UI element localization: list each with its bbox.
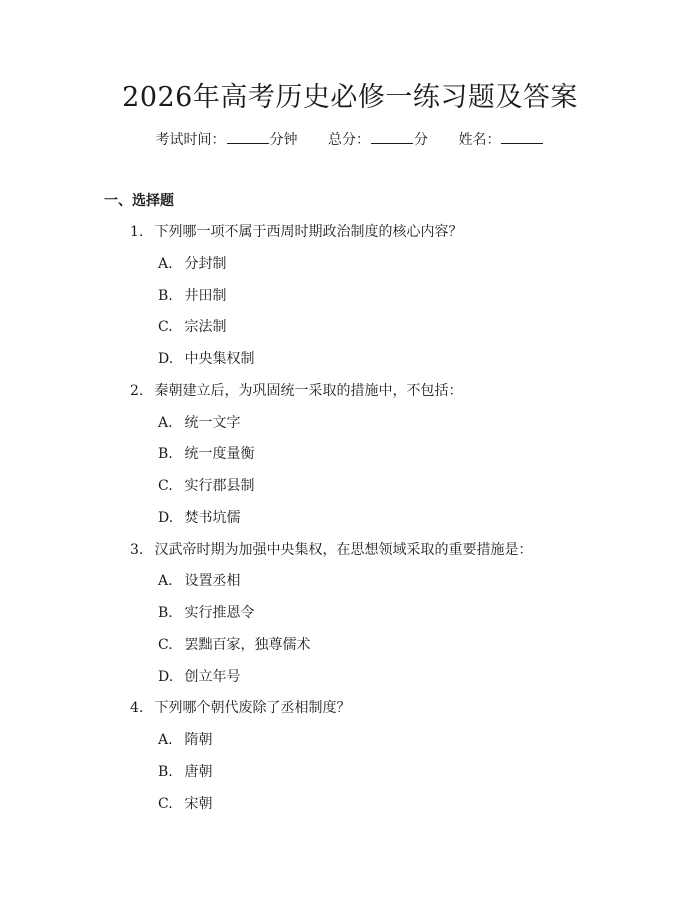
question-1-option	[130, 317, 650, 349]
option-letter: D.	[158, 509, 174, 526]
total-score-unit: 分	[414, 132, 428, 148]
question-number: 1.	[130, 224, 144, 240]
question-3-option	[130, 571, 650, 603]
option-text: 统一文字	[184, 414, 241, 431]
question-4	[130, 698, 650, 730]
question-1-option	[130, 254, 650, 286]
page-title: 2026年高考历史必修一练习题及答案	[122, 82, 578, 113]
option-text: 实行推恩令	[184, 605, 255, 621]
question-4-option	[130, 762, 650, 794]
name-blank	[501, 129, 543, 144]
question-2-option	[130, 444, 650, 476]
question-2-option	[130, 476, 650, 508]
exam-info-line	[0, 129, 700, 151]
question-text: 下列哪个朝代废除了丞相制度？	[154, 700, 351, 717]
option-letter: A.	[158, 732, 173, 748]
question-2-option	[130, 508, 650, 540]
question-number: 2.	[130, 382, 144, 399]
question-4-option	[130, 794, 650, 826]
option-letter: C.	[158, 795, 173, 812]
question-1-option	[130, 286, 650, 318]
option-letter: C.	[158, 319, 173, 336]
option-letter: B.	[158, 287, 173, 304]
option-text: 唐朝	[184, 763, 213, 780]
option-letter: B.	[158, 605, 173, 621]
option-text: 创立年号	[184, 668, 241, 685]
option-text: 宗法制	[184, 319, 227, 336]
exam-time-field	[156, 129, 298, 151]
option-text: 中央集权制	[184, 351, 255, 367]
option-text: 罢黜百家，独尊儒术	[184, 636, 311, 653]
name-field	[458, 129, 544, 151]
option-letter: A.	[158, 414, 173, 431]
name-label: 姓名：	[458, 132, 501, 148]
question-text: 秦朝建立后，为巩固统一采取的措施中，不包括：	[154, 382, 463, 399]
option-text: 井田制	[184, 287, 227, 304]
question-text: 下列哪一项不属于西周时期政治制度的核心内容？	[154, 224, 463, 240]
option-letter: A.	[158, 573, 173, 590]
question-4-option	[130, 730, 650, 762]
question-3-option	[130, 603, 650, 635]
total-score-blank	[371, 129, 413, 144]
exam-time-blank	[227, 129, 269, 144]
option-text: 隋朝	[184, 732, 213, 748]
question-number: 4.	[130, 700, 144, 717]
question-2-option	[130, 413, 650, 445]
option-letter: B.	[158, 763, 173, 780]
option-letter: C.	[158, 636, 173, 653]
option-text: 设置丞相	[184, 573, 241, 590]
question-3	[130, 540, 650, 572]
option-letter: D.	[158, 668, 174, 685]
option-text: 宋朝	[184, 795, 213, 812]
question-list	[130, 222, 650, 825]
option-letter: D.	[158, 351, 174, 367]
question-3-option	[130, 635, 650, 667]
exam-time-unit: 分钟	[269, 132, 298, 148]
section-heading: 一、选择题	[104, 193, 174, 209]
option-letter: C.	[158, 478, 173, 494]
option-text: 实行郡县制	[184, 478, 255, 494]
option-text: 统一度量衡	[184, 446, 255, 463]
question-2	[130, 381, 650, 413]
total-score-field	[328, 129, 428, 151]
option-text: 焚书坑儒	[184, 509, 241, 526]
question-3-option	[130, 667, 650, 699]
total-score-label: 总分：	[328, 132, 370, 148]
exam-time-label: 考试时间：	[155, 132, 226, 148]
question-1	[130, 222, 650, 254]
option-text: 分封制	[184, 255, 227, 272]
question-text: 汉武帝时期为加强中央集权，在思想领域采取的重要措施是：	[154, 541, 533, 558]
option-letter: A.	[158, 255, 173, 272]
option-letter: B.	[158, 446, 173, 463]
question-1-option	[130, 349, 650, 381]
question-number: 3.	[130, 541, 144, 558]
